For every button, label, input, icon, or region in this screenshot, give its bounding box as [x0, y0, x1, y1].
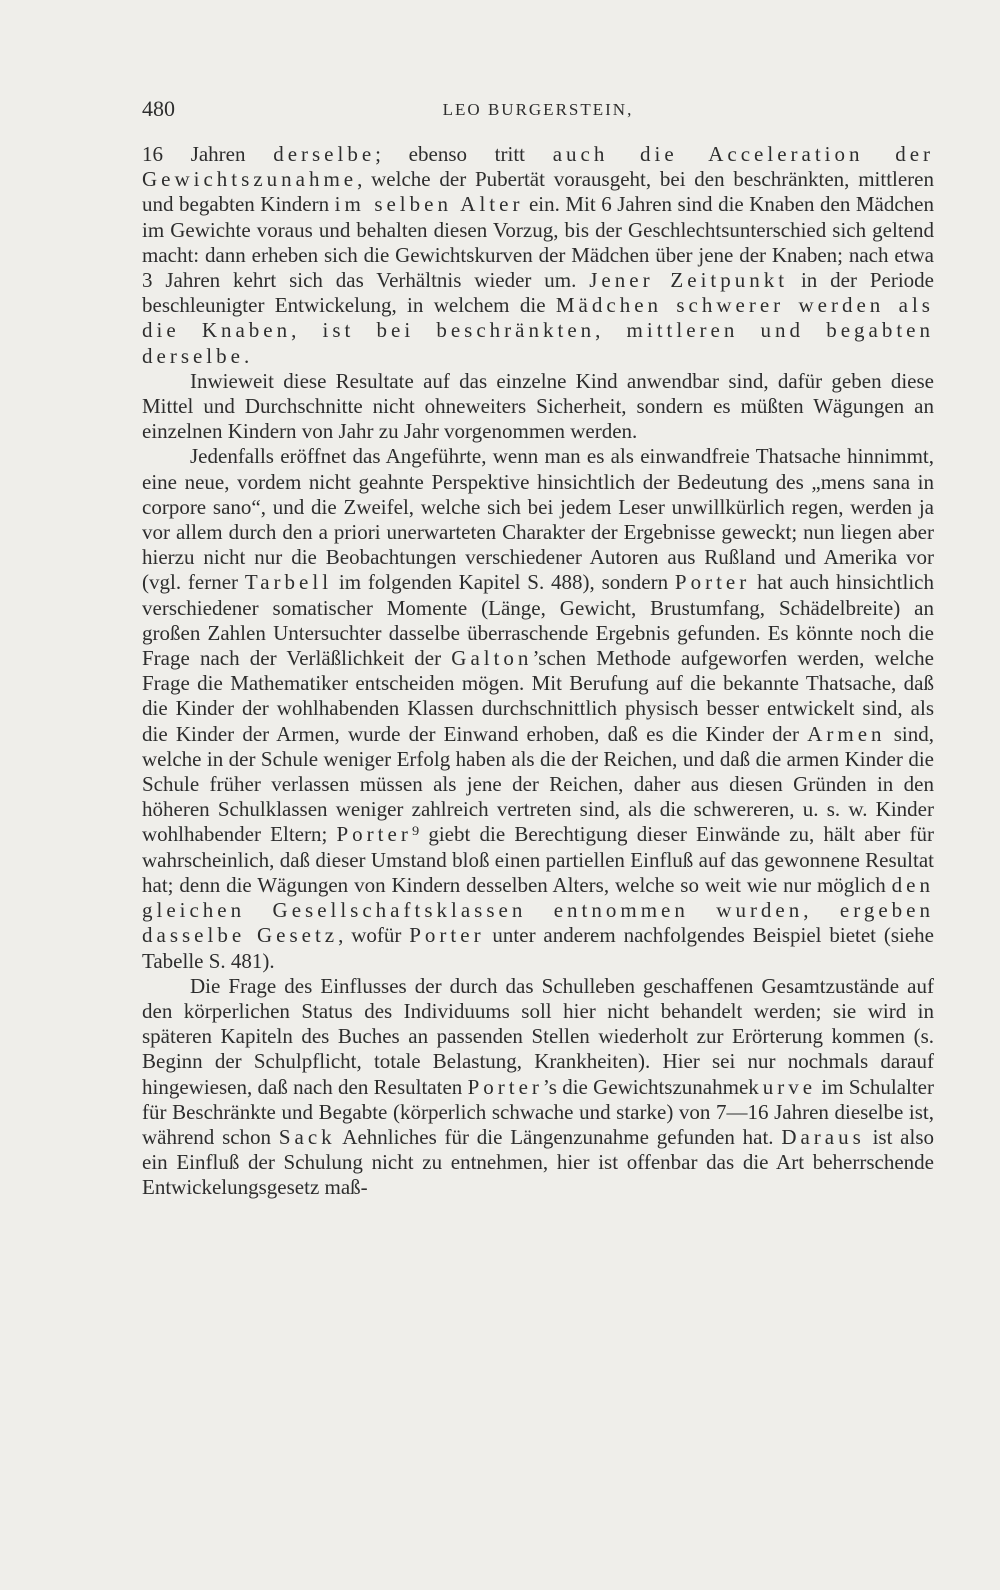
text-run: 16 Jahren — [142, 142, 274, 166]
text-run: Aehnliches für die Längenzunahme gefunden hat. — [335, 1124, 782, 1149]
text-run: ⁹ giebt die Berechtigung dieser Einwände zu, hält aber für wahrscheinlich, daß dieser Umstand bloß einen partiellen Einfluß auf das gewonnene Resultat hat; denn die Wägungen von Kindern desselben Alters, welche so weit wie nur möglich — [142, 822, 934, 897]
paragraph — [142, 142, 934, 369]
spaced-text: im selben Alter — [334, 192, 524, 217]
text-run: ; ebenso tritt — [375, 142, 553, 166]
spaced-text: Sack — [278, 1124, 336, 1149]
spaced-text: Porter — [467, 1074, 543, 1099]
text-run: unter anderem nachfolgendes Beispiel bietet (siehe Tabelle S. 481). — [142, 923, 935, 973]
text-run: ist also ein Einfluß der Schulung nicht zu entnehmen, hier ist offenbar das die Art beherrschende Entwickelungsgesetz maß- — [142, 1124, 935, 1200]
text-run: im Schulalter für Beschränkte und Begabte (körperlich schwache und starke) von 7—16 Jahren dieselbe ist, während schon — [142, 1074, 934, 1149]
text-run: ’s die Gewichtszunahme — [542, 1074, 749, 1099]
spaced-text: derselbe — [273, 142, 376, 166]
text-run: sind, welche in der Schule weniger Erfolg haben als die der Reichen, und daß die armen Kinder die Schule früher verlassen müssen als jene der Reichen, daher aus diesen Gründen in den höheren Schulklassen weniger zahlreich vertreten sind, als die schwereren, u. s. w. Kinder wohlhabender Eltern; — [142, 721, 934, 847]
spaced-text: Galton — [451, 646, 533, 671]
spaced-text: kurve — [748, 1074, 817, 1099]
spaced-text: Armen — [807, 721, 886, 746]
spaced-text: Jener Zeitpunkt — [589, 268, 789, 293]
paragraph — [142, 444, 934, 973]
paragraph — [142, 974, 934, 1201]
spaced-text: Porter — [409, 923, 485, 948]
text-run: Die Frage des Einflusses der durch das Schulleben geschaffenen Gesamtzustände auf den körperlichen Status des Individuums soll hier nicht behandelt werden; sie wird in späteren Kapiteln des Buches an passenden Stellen wiederholt zur Erörterung kommen (s. Beginn der Schulpflicht, totale Belastung, Krankheiten). Hier sei nur nochmals darauf hingewiesen, daß nach den Resultaten — [142, 973, 934, 1099]
spaced-text: Porter — [674, 570, 751, 595]
paragraph — [142, 369, 934, 445]
running-title: LEO BURGERSTEIN, — [442, 100, 634, 119]
page-number: 480 — [142, 96, 175, 121]
text-run: ’schen Methode aufgeworfen werden, welche Frage die Mathematiker entscheiden mögen. Mit Berufung auf die bekannte Thatsache, daß die Kinder der wohlhabenden Klassen durchschnittlich physisch besser entwickelt sind, als die Kinder der Armen, wurde der Einwand erhoben, daß es die Kinder der — [142, 646, 934, 746]
text-run: , wofür — [338, 923, 410, 948]
spaced-text: Porter — [336, 822, 412, 847]
text-run: hat auch hinsichtlich verschiedener somatischer Momente (Länge, Gewicht, Brustumfang, Schädelbreite) an großen Zahlen Untersuchter dasselbe überraschende Ergebnis gefunden. Es könnte noch die Frage nach der Verläßlichkeit der — [142, 570, 935, 671]
spaced-text: Mädchen schwerer werden als die Knaben, ist bei beschränkten, mittleren und begabten derselbe — [142, 293, 934, 368]
text-run: im folgenden Kapitel S. 488), sondern — [332, 570, 675, 595]
body-text — [142, 142, 934, 1201]
text-run: ein. Mit 6 Jahren sind die Knaben den Mädchen im Gewichte voraus und behalten diesen Vorzug, bis der Geschlechtsunterschied sich geltend macht: dann erheben sich die Gewichtskurven der Mädchen über jene der Knaben; nach etwa 3 Jahren kehrt sich das Verhältnis wieder um. — [142, 192, 934, 293]
running-head — [142, 96, 934, 136]
text-run: . — [243, 343, 250, 368]
text-run: Jedenfalls eröffnet das Angeführte, wenn man es als einwandfreie Thatsache hinnimmt, eine neue, vordem nicht geahnte Perspektive hinsichtlich der Bedeutung des „mens sana in corpore sano“, und die Zweifel, welche sich bei jedem Leser unwillkürlich regen, werden ja vor allem durch den a priori unerwarteten Charakter der Ergebnisse geweckt; nun liegen aber hierzu nicht nur die Beobachtungen verschiedener Autoren aus Rußland und Amerika vor (vgl. ferner — [142, 444, 934, 595]
text-run: , welche der Pubertät vorausgeht, bei den beschränkten, mittleren und begabten Kindern — [142, 167, 934, 217]
spaced-text: Tarbell — [244, 570, 333, 595]
text-run: in der Periode beschleunigter Entwickelung, in welchem die — [142, 268, 935, 318]
spaced-text: den gleichen Gesellschaftsklassen entnommen wurden, ergeben dasselbe Gesetz — [142, 872, 934, 948]
text-run: Inwieweit diese Resultate auf das einzelne Kind anwendbar sind, dafür geben diese Mittel und Durchschnitte nicht ohneweiters Sicherheit, sondern es müßten Wägungen an einzelnen Kindern von Jahr zu Jahr vorgenommen werden. — [142, 368, 934, 444]
spaced-text: Daraus — [781, 1124, 865, 1149]
spaced-text: auch die Acceleration der Gewichtszunahme — [142, 142, 935, 192]
